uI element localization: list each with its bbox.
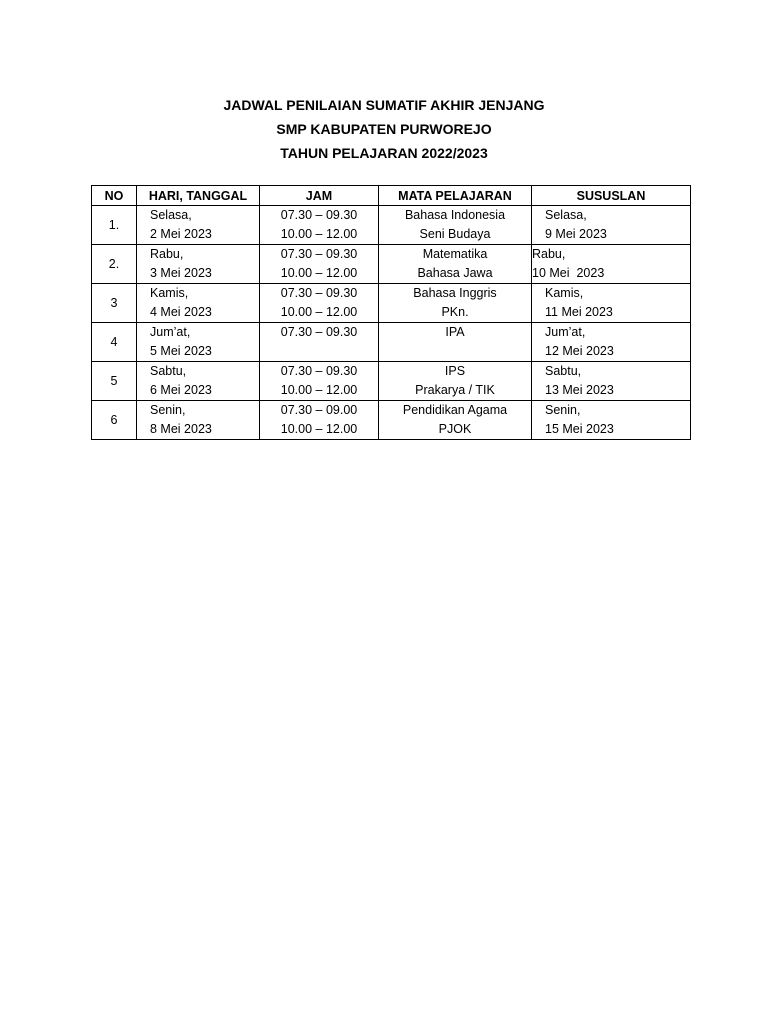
cell-date: 3 Mei 2023: [150, 266, 212, 280]
cell-subject-2: [379, 342, 531, 361]
cell-subject-1: Bahasa Inggris: [413, 286, 497, 300]
cell-subject-2: PKn.: [441, 305, 469, 319]
cell-susulan: [532, 284, 691, 323]
cell-subject-1: Pendidikan Agama: [402, 403, 508, 417]
schedule-table: [91, 185, 691, 440]
cell-mata-pelajaran: [379, 245, 532, 284]
cell-subject-1: Matematika: [422, 247, 488, 261]
cell-day: Selasa,: [150, 208, 192, 222]
cell-no: 1.: [92, 206, 137, 245]
cell-day: Jum’at,: [150, 325, 191, 339]
cell-hari-tanggal: [137, 401, 260, 440]
cell-makeup-date: 12 Mei 2023: [545, 344, 614, 358]
cell-time-2: 10.00 – 12.00: [280, 266, 358, 280]
cell-no: 3: [92, 284, 137, 323]
cell-time-1: 07.30 – 09.30: [280, 364, 358, 378]
cell-subject-1: Bahasa Indonesia: [404, 208, 506, 222]
cell-no: 6: [92, 401, 137, 440]
cell-day: Kamis,: [150, 286, 189, 300]
cell-time-2: 10.00 – 12.00: [280, 305, 358, 319]
cell-makeup-date: 13 Mei 2023: [545, 383, 614, 397]
cell-subject-2: PJOK: [438, 422, 472, 436]
cell-time-2: 10.00 – 12.00: [280, 422, 358, 436]
header-mata-pelajaran: MATA PELAJARAN: [379, 186, 532, 206]
table-row: [92, 362, 691, 401]
table-row: [92, 245, 691, 284]
cell-jam: [260, 362, 379, 401]
cell-makeup-date: 10 Mei 2023: [532, 266, 605, 280]
cell-mata-pelajaran: [379, 323, 532, 362]
cell-hari-tanggal: [137, 362, 260, 401]
header-hari-tanggal: HARI, TANGGAL: [137, 186, 260, 206]
title-line-3: TAHUN PELAJARAN 2022/2023: [280, 145, 488, 161]
cell-makeup-day: Senin,: [545, 403, 581, 417]
header-susulan: SUSUSLAN: [532, 186, 691, 206]
cell-susulan: [532, 245, 691, 284]
cell-makeup-day: Kamis,: [545, 286, 584, 300]
cell-mata-pelajaran: [379, 401, 532, 440]
cell-makeup-date: 11 Mei 2023: [545, 305, 613, 319]
title-line-1: JADWAL PENILAIAN SUMATIF AKHIR JENJANG: [223, 97, 545, 113]
cell-no: 2.: [92, 245, 137, 284]
cell-date: 5 Mei 2023: [150, 344, 212, 358]
cell-time-1: 07.30 – 09.30: [280, 286, 358, 300]
cell-date: 4 Mei 2023: [150, 305, 212, 319]
table-header-row: [92, 186, 691, 206]
cell-subject-2: Prakarya / TIK: [415, 383, 495, 397]
cell-jam: [260, 245, 379, 284]
cell-susulan: [532, 362, 691, 401]
cell-day: Senin,: [150, 403, 186, 417]
title-line-2: SMP KABUPATEN PURWOREJO: [276, 121, 492, 137]
cell-makeup-day: Selasa,: [545, 208, 587, 222]
cell-mata-pelajaran: [379, 362, 532, 401]
cell-time-2: 10.00 – 12.00: [280, 227, 358, 241]
table-row: [92, 401, 691, 440]
cell-makeup-day: Jum’at,: [545, 325, 586, 339]
cell-date: 2 Mei 2023: [150, 227, 212, 241]
cell-hari-tanggal: [137, 245, 260, 284]
cell-hari-tanggal: [137, 323, 260, 362]
cell-time-1: 07.30 – 09.00: [280, 403, 358, 417]
cell-jam: [260, 284, 379, 323]
cell-makeup-date: 9 Mei 2023: [545, 227, 607, 241]
cell-susulan: [532, 323, 691, 362]
cell-subject-2: Seni Budaya: [419, 227, 491, 241]
cell-susulan: [532, 206, 691, 245]
cell-date: 8 Mei 2023: [150, 422, 212, 436]
cell-subject-1: IPS: [444, 364, 466, 378]
cell-no: 4: [92, 323, 137, 362]
cell-hari-tanggal: [137, 206, 260, 245]
cell-makeup-date: 15 Mei 2023: [545, 422, 614, 436]
cell-subject-2: Bahasa Jawa: [417, 266, 493, 280]
cell-time-1: 07.30 – 09.30: [280, 247, 358, 261]
cell-date: 6 Mei 2023: [150, 383, 212, 397]
table-row: [92, 206, 691, 245]
cell-mata-pelajaran: [379, 206, 532, 245]
cell-subject-1: IPA: [445, 325, 465, 339]
cell-time-2: 10.00 – 12.00: [280, 383, 358, 397]
cell-time-2: [260, 342, 378, 361]
cell-mata-pelajaran: [379, 284, 532, 323]
cell-time-1: 07.30 – 09.30: [280, 208, 358, 222]
header-no: NO: [92, 186, 137, 206]
cell-susulan: [532, 401, 691, 440]
cell-hari-tanggal: [137, 284, 260, 323]
cell-makeup-day: Rabu,: [532, 247, 566, 261]
cell-day: Rabu,: [150, 247, 184, 261]
cell-day: Sabtu,: [150, 364, 187, 378]
cell-time-1: 07.30 – 09.30: [280, 325, 358, 339]
cell-jam: [260, 323, 379, 362]
cell-jam: [260, 401, 379, 440]
cell-no: 5: [92, 362, 137, 401]
table-row: [92, 323, 691, 362]
header-jam: JAM: [260, 186, 379, 206]
cell-makeup-day: Sabtu,: [545, 364, 582, 378]
document-title: [0, 93, 768, 165]
cell-jam: [260, 206, 379, 245]
table-row: [92, 284, 691, 323]
